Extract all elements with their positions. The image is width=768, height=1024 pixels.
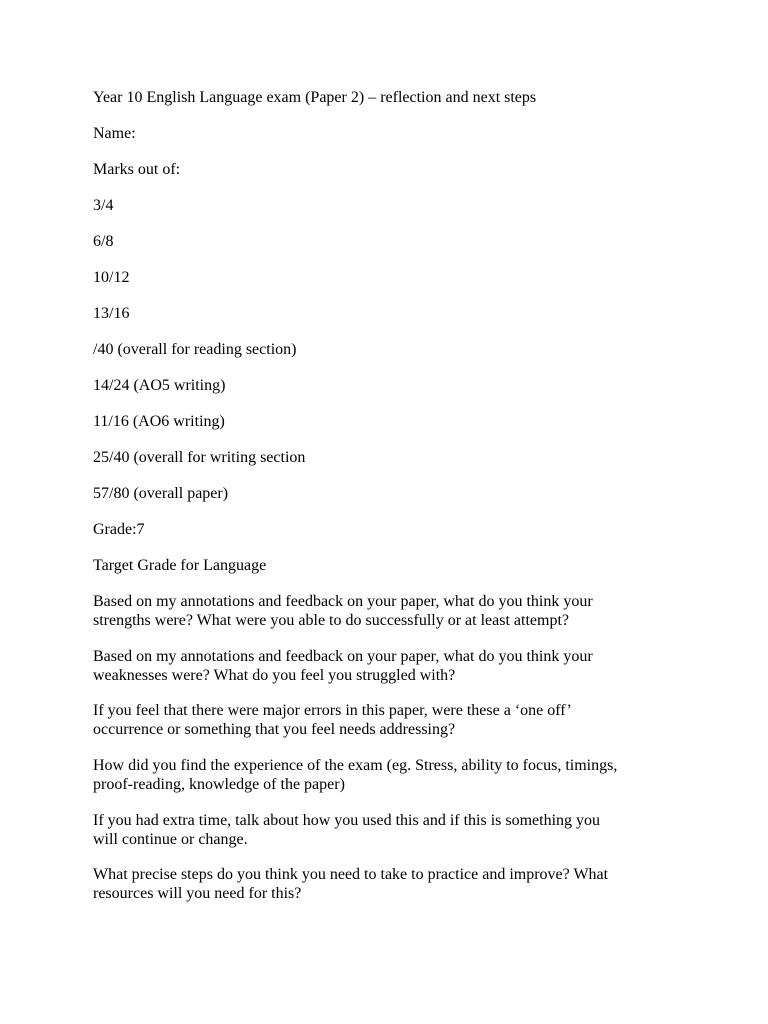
- question-line: Based on my annotations and feedback on your paper, what do you think your: [93, 648, 593, 665]
- question-line: will continue or change.: [93, 830, 248, 848]
- marks-label: Marks out of:: [93, 161, 181, 178]
- mark-line: 14/24 (AO5 writing): [93, 377, 226, 394]
- question-line: How did you find the experience of the exam (eg. Stress, ability to focus, timings,: [93, 757, 618, 774]
- question-line: If you feel that there were major errors in this paper, were these a ‘one off’: [93, 702, 572, 719]
- document-title: Year 10 English Language exam (Paper 2) – reflection and next steps: [93, 89, 537, 106]
- mark-line: /40 (overall for reading section): [93, 341, 297, 358]
- target-grade-line: Target Grade for Language: [93, 557, 267, 574]
- question-paragraph: [93, 866, 608, 903]
- mark-line: 25/40 (overall for writing section: [93, 449, 306, 466]
- mark-line: 57/80 (overall paper): [93, 485, 229, 502]
- question-line: strengths were? What were you able to do successfully or at least attempt?: [93, 611, 569, 629]
- question-paragraph: [93, 812, 600, 849]
- grade-line: Grade:7: [93, 521, 145, 538]
- question-paragraph: [93, 757, 617, 794]
- question-line: occurrence or something that you feel needs addressing?: [93, 720, 456, 738]
- question-line: If you had extra time, talk about how you used this and if this is something you: [93, 812, 601, 829]
- question-line: What precise steps do you think you need to take to practice and improve? What: [93, 866, 609, 883]
- question-line: Based on my annotations and feedback on your paper, what do you think your: [93, 593, 593, 610]
- question-paragraph: [93, 648, 593, 685]
- mark-line: 6/8: [93, 233, 114, 250]
- name-label: Name:: [93, 125, 136, 142]
- question-line: proof-reading, knowledge of the paper): [93, 775, 345, 793]
- mark-line: 13/16: [93, 305, 130, 322]
- mark-line: 3/4: [93, 197, 114, 214]
- question-line: resources will you need for this?: [93, 884, 302, 902]
- question-paragraph: [93, 593, 593, 630]
- mark-line: 10/12: [93, 269, 130, 286]
- question-line: weaknesses were? What do you feel you struggled with?: [93, 666, 456, 684]
- mark-line: 11/16 (AO6 writing): [93, 413, 225, 430]
- question-paragraph: [93, 702, 572, 739]
